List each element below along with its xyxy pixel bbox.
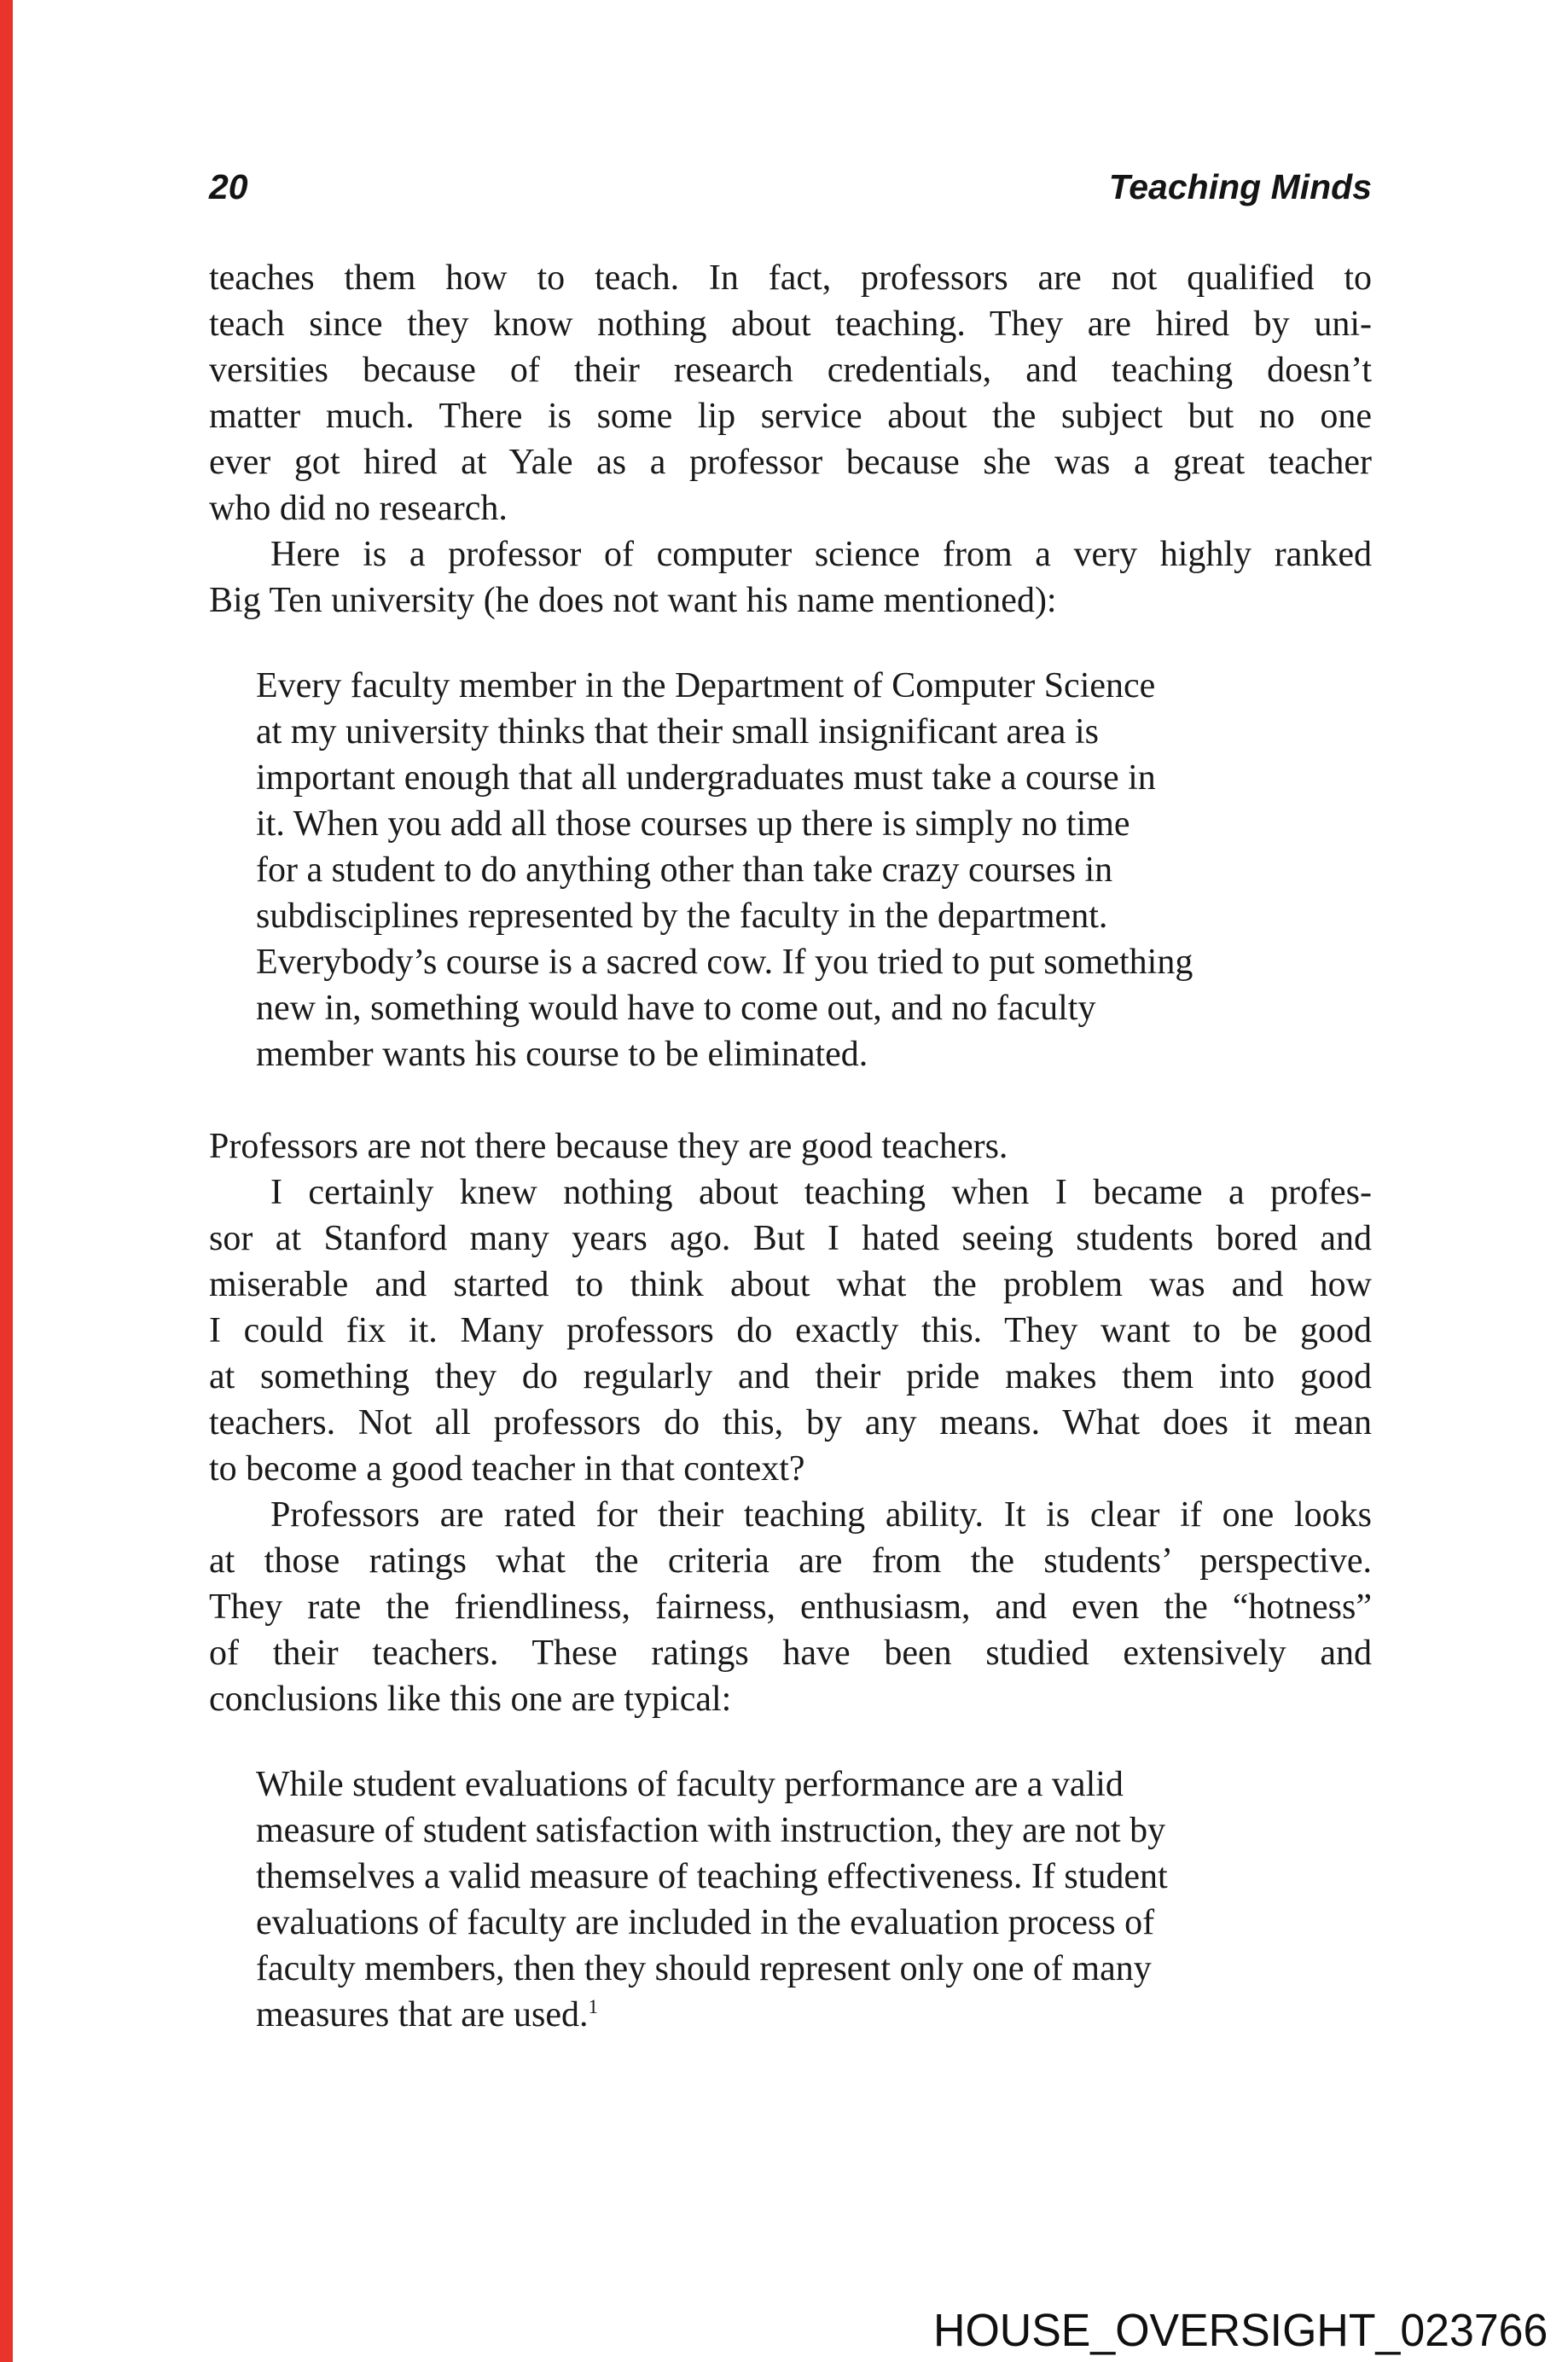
text-line: subdisciplines represented by the faculty in the department. [256, 897, 1108, 936]
text-line: I certainly knew nothing about teaching when I became a profes- [270, 1173, 1372, 1212]
text-line: measure of student satisfaction with instruction, they are not by [256, 1811, 1166, 1850]
text-line: teach since they know nothing about teaching. They are hired by uni- [209, 305, 1372, 344]
book-title: Teaching Minds [1108, 167, 1372, 206]
text-line: at something they do regularly and their pride makes them into good [209, 1357, 1372, 1396]
block-quote [256, 1761, 1305, 2038]
text-line: Professors are rated for their teaching ability. It is clear if one looks [270, 1495, 1372, 1535]
text-line: miserable and started to think about what the problem was and how [209, 1265, 1372, 1304]
page-number: 20 [209, 167, 248, 206]
text-line: sor at Stanford many years ago. But I hated seeing students bored and [209, 1219, 1372, 1258]
text-line: teaches them how to teach. In fact, professors are not qualified to [209, 258, 1372, 298]
block-quote [256, 663, 1305, 1077]
text-line: themselves a valid measure of teaching effectiveness. If student [256, 1857, 1168, 1896]
body-paragraph [209, 1492, 1372, 1722]
text-blocks [209, 255, 1372, 2038]
red-edge-stripe [0, 0, 13, 2362]
text-line: important enough that all undergraduates must take a course in [256, 758, 1156, 798]
text-line: who did no research. [209, 489, 508, 528]
running-header [209, 167, 1372, 207]
text-line: faculty members, then they should represent only one of many [256, 1949, 1152, 1988]
text-line: versities because of their research credentials, and teaching doesn’t [209, 351, 1372, 390]
text-line: new in, something would have to come out, and no faculty [256, 989, 1096, 1028]
text-line: member wants his course to be eliminated. [256, 1035, 868, 1074]
text-line: conclusions like this one are typical: [209, 1680, 732, 1719]
text-line: at those ratings what the criteria are from the students’ perspective. [209, 1541, 1372, 1581]
bates-stamp: HOUSE_OVERSIGHT_023766 [932, 2305, 1548, 2356]
text-line: it. When you add all those courses up there is simply no time [256, 804, 1130, 844]
text-line: for a student to do anything other than take crazy courses in [256, 850, 1113, 890]
text-line: Professors are not there because they are good teachers. [209, 1127, 1008, 1166]
text-line: teachers. Not all professors do this, by any means. What does it mean [209, 1403, 1372, 1442]
text-line: Every faculty member in the Department of Computer Science [256, 666, 1156, 705]
body-paragraph [209, 1123, 1372, 1169]
text-line: While student evaluations of faculty performance are a valid [256, 1765, 1124, 1804]
text-line: Big Ten university (he does not want his name mentioned): [209, 581, 1057, 620]
body-paragraph [209, 1169, 1372, 1492]
text-line: measures that are used.$^1$ [256, 1995, 599, 2034]
page-content [209, 167, 1372, 2084]
text-line: at my university thinks that their small insignificant area is [256, 712, 1099, 752]
text-line: They rate the friendliness, fairness, enthusiasm, and even the “hotness” [209, 1587, 1372, 1627]
text-line: evaluations of faculty are included in the evaluation process of [256, 1903, 1155, 1942]
text-line: ever got hired at Yale as a professor because she was a great teacher [209, 443, 1372, 482]
text-line: Everybody’s course is a sacred cow. If you tried to put something [256, 943, 1193, 982]
text-line: of their teachers. These ratings have been studied extensively and [209, 1634, 1372, 1673]
text-line: I could fix it. Many professors do exactly this. They want to be good [209, 1311, 1372, 1350]
body-paragraph [209, 255, 1372, 531]
footnote-marker: 1 [588, 1995, 599, 2017]
text-line: Here is a professor of computer science from a very highly ranked [270, 535, 1372, 574]
text-line: to become a good teacher in that context? [209, 1449, 805, 1489]
body-paragraph [209, 531, 1372, 624]
text-line: matter much. There is some lip service about the subject but no one [209, 397, 1372, 436]
